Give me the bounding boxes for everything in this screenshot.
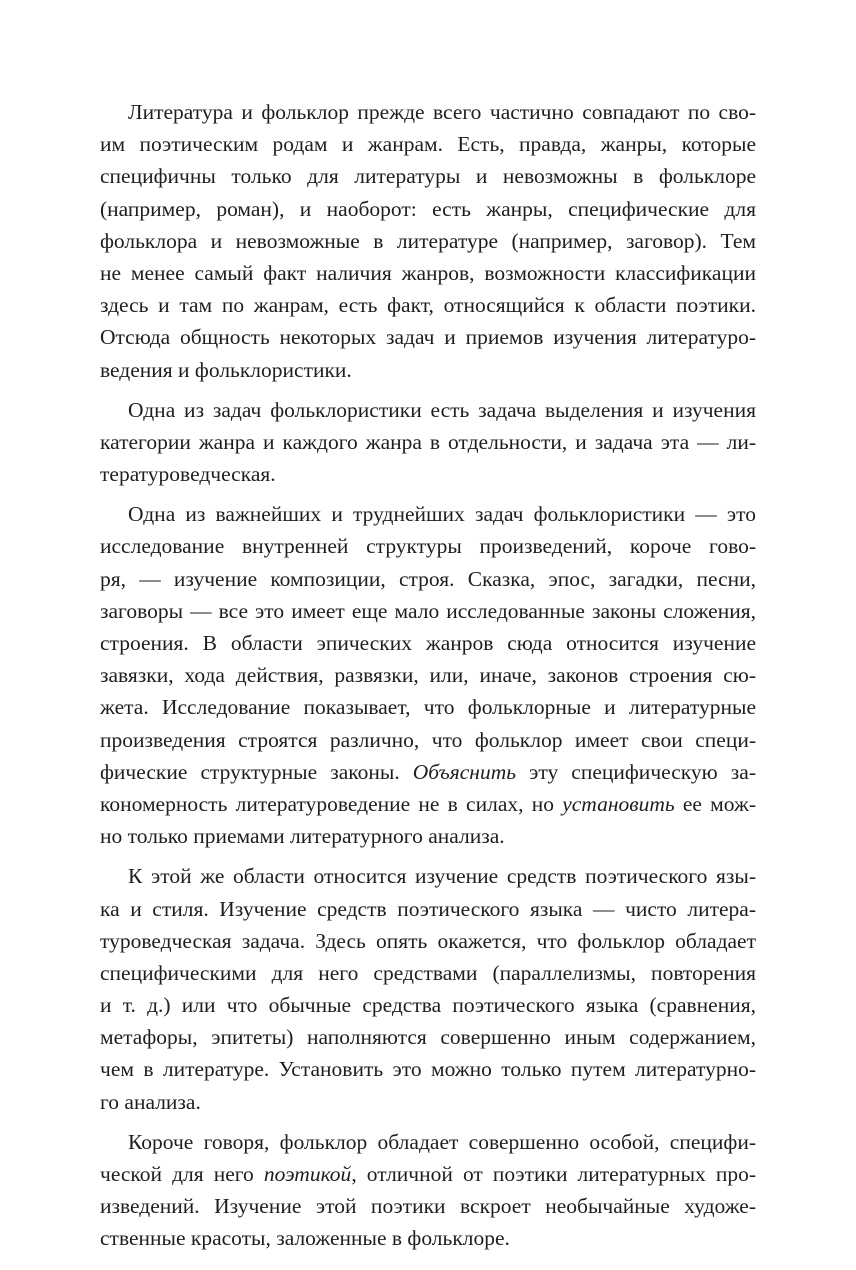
text-run: фические структурные законы. [100,759,413,784]
paragraph-5 [100,1126,756,1255]
text-line: не менее самый факт наличия жанров, возможности классификации [100,260,756,285]
text-line: (например, роман), и наоборот: есть жанры, специфические для [100,196,756,221]
text-line: Отсюда общность некоторых задач и приемов изучения литературо- [100,325,756,350]
text-line: категории жанра и каждого жанра в отдельности, и задача эта — ли- [100,429,756,454]
text-line: Одна из задач фольклористики есть задача выделения и изучения [128,397,756,422]
text-line: фольклора и невозможные в литературе (например, заговор). Тем [100,228,756,253]
text-line: исследование внутренней структуры произведений, короче гово- [100,534,756,559]
emphasis-text: поэтикой [263,1162,352,1186]
text-run: эту специфическую за- [516,759,756,784]
text-line: туроведческая задача. Здесь опять окажется, что фольклор обладает [100,928,756,953]
text-line: заговоры — все это имеет еще мало исследованные законы сложения, [100,598,756,623]
text-line: здесь и там по жанрам, есть факт, относящийся к области поэтики. [100,293,756,318]
text-line: Одна из важнейших и труднейших задач фольклористики — это [128,502,756,527]
text-line: специфичны только для литературы и невозможны в фольклоре [100,164,756,189]
paragraph-2 [100,394,756,491]
text-line: го анализа. [100,1089,201,1114]
text-line: чем в литературе. Установить это можно только путем литературно- [100,1057,756,1082]
text-run: , отличной от поэтики литературных про- [351,1162,756,1186]
text-line: ведения и фольклористики. [100,357,352,382]
text-line: тературоведческая. [100,462,276,487]
text-line [100,788,756,820]
text-line: Литература и фольклор прежде всего частично совпадают по сво- [128,100,756,124]
text-line: произведения строятся различно, что фольклор имеет свои специ- [100,727,756,752]
text-line: завязки, хода действия, развязки, или, иначе, законов строения сю- [100,663,756,688]
text-line: ка и стиля. Изучение средств поэтического языка — чисто литера- [100,896,756,921]
emphasis-text: установить [562,791,675,816]
text-line: специфическими для него средствами (параллелизмы, повторения [100,960,756,985]
text-run: ческой для него [100,1162,264,1186]
text-line: но только приемами литературного анализа. [100,824,505,849]
text-line: Короче говоря, фольклор обладает совершенно особой, специфи- [128,1129,756,1154]
paragraph-1 [100,96,756,386]
document-page [100,96,756,1255]
text-line: метафоры, эпитеты) наполняются совершенно иным содержанием, [100,1025,756,1050]
text-line: ственные красоты, заложенные в фольклоре. [100,1226,510,1251]
text-run: кономерность литературоведение не в силах, но [100,791,563,816]
paragraph-3 [100,498,756,852]
text-run: ее мож- [674,791,756,816]
paragraph-4 [100,860,756,1118]
text-line [100,756,756,788]
text-line: и т. д.) или что обычные средства поэтического языка (сравнения, [100,993,756,1018]
text-line: изведений. Изучение этой поэтики вскроет необычайные художе- [100,1194,756,1219]
text-line: жета. Исследование показывает, что фольклорные и литературные [100,695,756,720]
text-line: ря, — изучение композиции, строя. Сказка, эпос, загадки, песни, [100,566,756,591]
text-line: строения. В области эпических жанров сюда относится изучение [100,631,756,655]
text-line [100,1158,756,1190]
text-line: К этой же области относится изучение средств поэтического язы- [128,864,756,889]
text-line: им поэтическим родам и жанрам. Есть, правда, жанры, которые [100,132,756,157]
emphasis-text: Объяснить [412,759,517,784]
